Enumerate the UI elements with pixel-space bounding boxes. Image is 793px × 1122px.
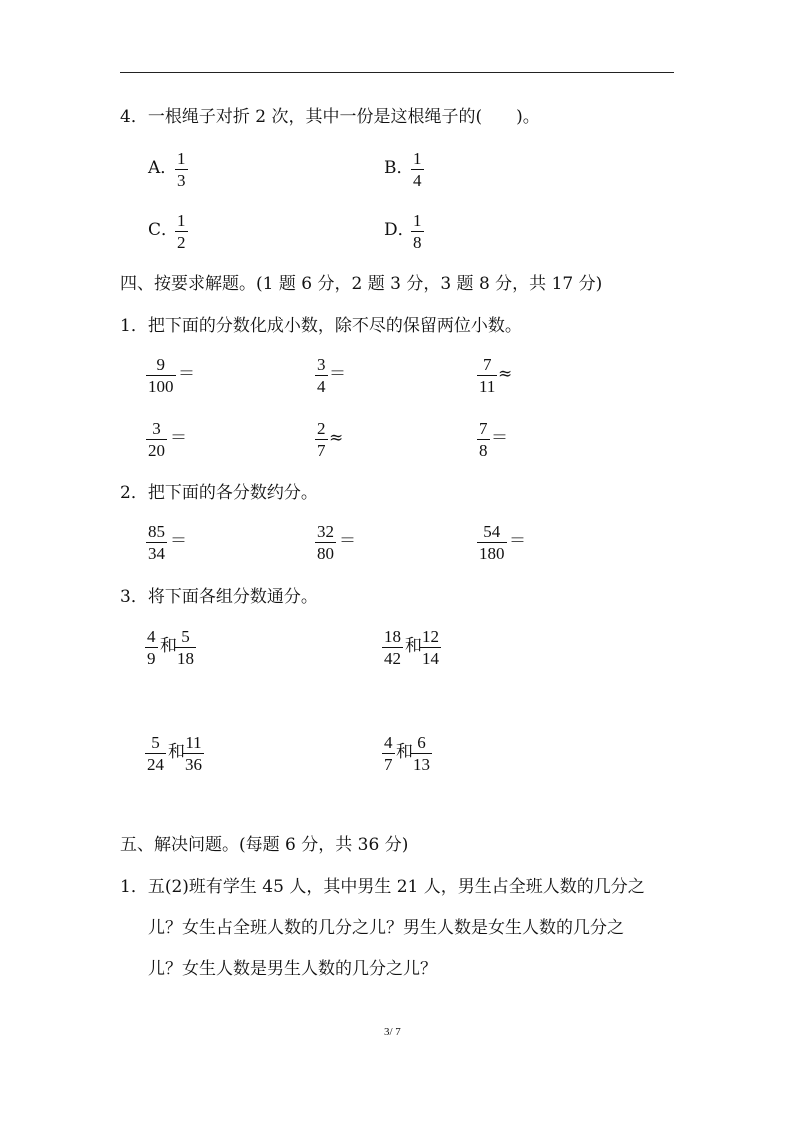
section4-p2-title: 2．把下面的各分数约分。 (120, 483, 318, 503)
p1-item-3-fraction: $\frac{7}{11}$ (479, 355, 496, 396)
p2-item-3-fraction: $\frac{54}{180}$ (479, 522, 505, 563)
p1-item-4-sign: ＝ (170, 428, 187, 448)
section5-q1-line1: 1．五(2)班有学生 45 人，其中男生 21 人，男生占全班人数的几分之 (120, 877, 645, 897)
q4-stem: 4．一根绳子对折 2 次，其中一份是这根绳子的( )。 (120, 107, 540, 127)
p1-item-1-fraction: $\frac{9}{100}$ (148, 355, 174, 396)
p3-pair-3-connector: 和 (168, 742, 185, 762)
q4-option-c-fraction: $\frac{1}{2}$ (177, 211, 186, 252)
page-number: 3/ 7 (384, 1026, 401, 1038)
header-rule (120, 72, 674, 73)
p3-pair-3-fraction-b: $\frac{11}{36}$ (185, 733, 202, 774)
p3-pair-3-fraction-a: $\frac{5}{24}$ (147, 733, 164, 774)
p1-item-6-fraction: $\frac{7}{8}$ (479, 419, 488, 460)
section4-p1-title: 1．把下面的分数化成小数，除不尽的保留两位小数。 (120, 316, 522, 336)
p3-pair-2-fraction-b: $\frac{12}{14}$ (422, 627, 439, 668)
p3-pair-1-fraction-b: $\frac{5}{18}$ (177, 627, 194, 668)
p1-item-6-sign: ＝ (491, 428, 508, 448)
q4-option-a-letter: A． (148, 158, 178, 178)
q4-option-b-letter: B． (384, 158, 414, 178)
p2-item-2-fraction: $\frac{32}{80}$ (317, 522, 334, 563)
p1-item-2-sign: ＝ (329, 364, 346, 384)
p3-pair-1-fraction-a: $\frac{4}{9}$ (147, 627, 156, 668)
section5-heading: 五、解决问题。(每题 6 分，共 36 分) (120, 835, 409, 855)
p2-item-2-sign: ＝ (339, 531, 356, 551)
section5-q1-line2: 儿？女生占全班人数的几分之儿？男生人数是女生人数的几分之 (148, 918, 624, 938)
p2-item-1-sign: ＝ (170, 531, 187, 551)
p3-pair-4-fraction-a: $\frac{4}{7}$ (384, 733, 393, 774)
p1-item-5-sign: ≈ (329, 428, 344, 448)
section5-q1-line3: 儿？女生人数是男生人数的几分之儿？ (148, 959, 437, 979)
q4-option-d-letter: D． (384, 220, 415, 240)
p1-item-4-fraction: $\frac{3}{20}$ (148, 419, 165, 460)
p1-item-1-sign: ＝ (178, 364, 195, 384)
p1-item-2-fraction: $\frac{3}{4}$ (317, 355, 326, 396)
p2-item-3-sign: ＝ (509, 531, 526, 551)
p2-item-1-fraction: $\frac{85}{34}$ (148, 522, 165, 563)
p1-item-5-fraction: $\frac{2}{7}$ (317, 419, 326, 460)
q4-option-b-fraction: $\frac{1}{4}$ (413, 149, 422, 190)
q4-option-a-fraction: $\frac{1}{3}$ (177, 149, 186, 190)
p3-pair-2-connector: 和 (405, 636, 422, 656)
q4-option-d-fraction: $\frac{1}{8}$ (413, 211, 422, 252)
p3-pair-2-fraction-a: $\frac{18}{42}$ (384, 627, 401, 668)
p3-pair-1-connector: 和 (160, 636, 177, 656)
section4-heading: 四、按要求解题。(1 题 6 分，2 题 3 分，3 题 8 分，共 17 分) (120, 274, 603, 294)
p1-item-3-sign: ≈ (498, 364, 513, 384)
section4-p3-title: 3．将下面各组分数通分。 (120, 587, 318, 607)
p3-pair-4-fraction-b: $\frac{6}{13}$ (413, 733, 430, 774)
q4-option-c-letter: C． (148, 220, 179, 240)
p3-pair-4-connector: 和 (396, 742, 413, 762)
